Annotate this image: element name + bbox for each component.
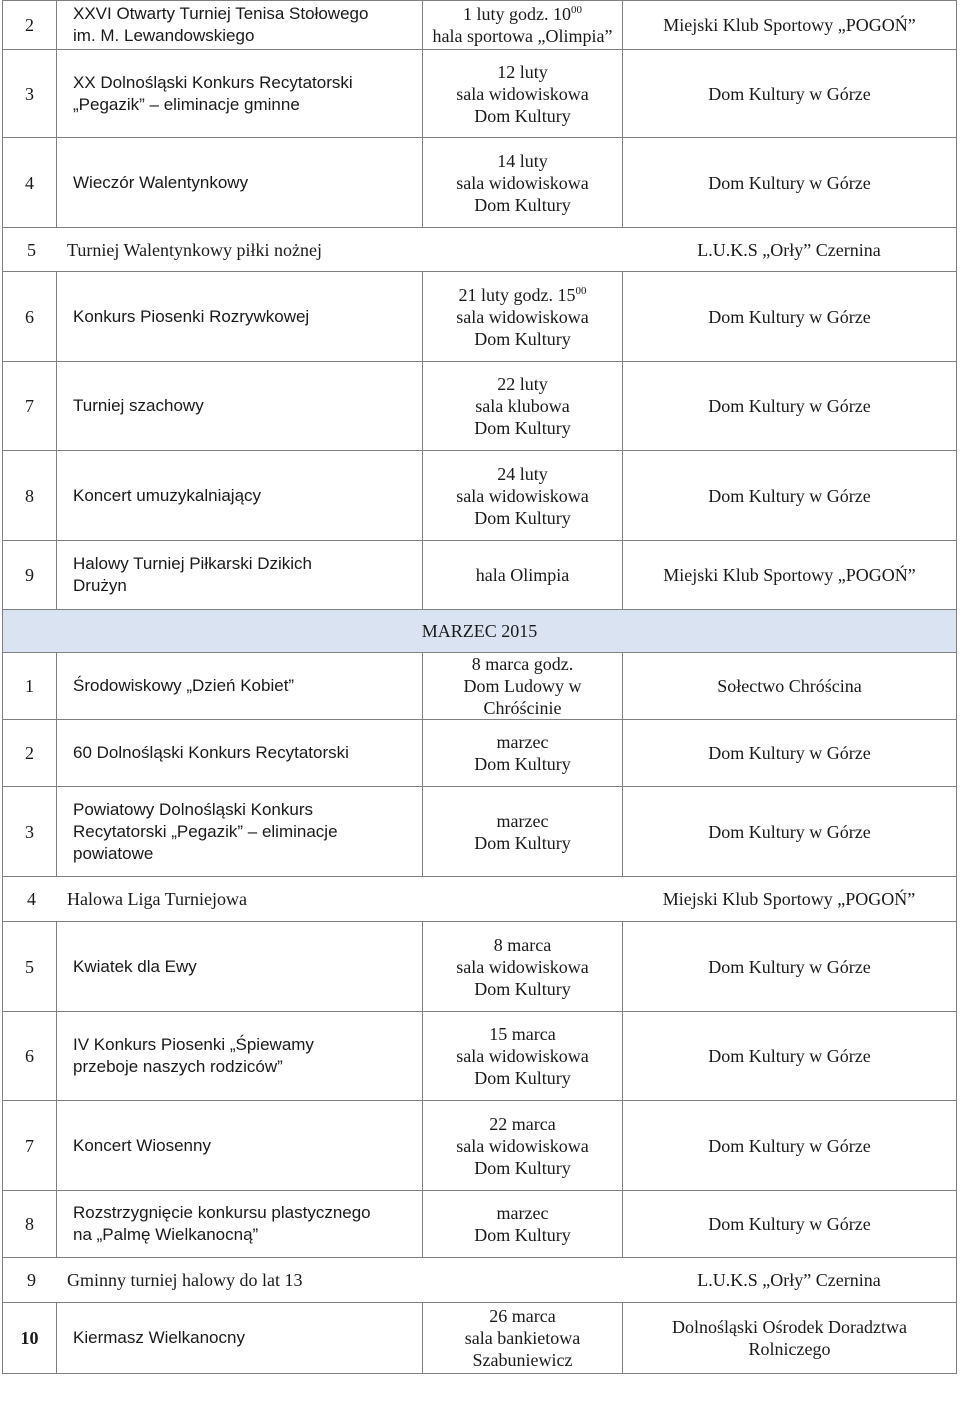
row-number: 6 bbox=[3, 272, 57, 362]
table-row bbox=[3, 787, 957, 877]
row-number: 5 bbox=[3, 922, 57, 1012]
event-organizer: Dom Kultury w Górze bbox=[623, 1101, 957, 1191]
event-date: 12 luty bbox=[497, 61, 548, 82]
table-row bbox=[3, 138, 957, 228]
event-date-place bbox=[423, 1191, 623, 1258]
event-date: 8 marca bbox=[493, 934, 552, 955]
table-row bbox=[3, 228, 957, 272]
time-minutes: 00 bbox=[571, 4, 582, 16]
table-row bbox=[3, 653, 957, 720]
event-name-line: powiatowe bbox=[73, 843, 154, 863]
event-name bbox=[57, 451, 423, 541]
event-place: sala klubowa bbox=[475, 396, 570, 416]
event-name-line: na „Palmę Wielkanocną” bbox=[73, 1225, 259, 1244]
event-name: Halowa Liga Turniejowa bbox=[67, 889, 247, 909]
table-row bbox=[3, 922, 957, 1012]
table-row bbox=[3, 720, 957, 787]
event-organizer: Dom Kultury w Górze bbox=[623, 362, 957, 451]
event-date: 22 luty bbox=[497, 374, 548, 394]
event-date: 1 luty godz. 10 bbox=[463, 4, 571, 24]
event-name: Turniej Walentynkowy piłki nożnej bbox=[67, 239, 323, 260]
merged-row-cell bbox=[3, 228, 957, 272]
event-organizer bbox=[623, 1303, 957, 1374]
event-date-place bbox=[423, 720, 623, 787]
event-organizer: L.U.K.S „Orły” Czernina bbox=[697, 239, 881, 260]
event-date-place bbox=[423, 1101, 623, 1191]
event-place: sala widowiskowa bbox=[456, 172, 589, 193]
event-place: sala bankietowa bbox=[464, 1328, 581, 1348]
event-organizer: Dom Kultury w Górze bbox=[623, 138, 957, 228]
event-name-line: przeboje naszych rodziców” bbox=[73, 1057, 283, 1076]
event-date: marzec bbox=[496, 1203, 549, 1223]
event-name-line: Powiatowy Dolnośląski Konkurs bbox=[73, 799, 313, 819]
event-name-line: Koncert Wiosenny bbox=[73, 1135, 211, 1155]
event-organizer: Dom Kultury w Górze bbox=[623, 922, 957, 1012]
event-venue: Dom Kultury bbox=[474, 978, 571, 999]
event-organizer: L.U.K.S „Orły” Czernina bbox=[697, 1270, 881, 1290]
table-row bbox=[3, 1191, 957, 1258]
row-number: 2 bbox=[3, 1, 57, 50]
event-name-line: Wieczór Walentynkowy bbox=[73, 172, 249, 192]
event-date: 26 marca bbox=[489, 1306, 556, 1326]
event-date: 8 marca godz. bbox=[471, 654, 574, 674]
event-organizer: Sołectwo Chróścina bbox=[623, 653, 957, 720]
table-row bbox=[3, 1303, 957, 1374]
row-number: 7 bbox=[3, 362, 57, 451]
event-name: Gminny turniej halowy do lat 13 bbox=[67, 1270, 303, 1290]
event-name-line: Turniej szachowy bbox=[73, 396, 204, 415]
event-date: marzec bbox=[496, 732, 549, 752]
event-name-line: Konkurs Piosenki Rozrywkowej bbox=[73, 306, 310, 326]
table-row bbox=[3, 50, 957, 138]
time-minutes: 00 bbox=[575, 284, 587, 297]
event-name bbox=[57, 1191, 423, 1258]
event-date-place bbox=[423, 50, 623, 138]
table-row bbox=[3, 362, 957, 451]
row-number: 4 bbox=[27, 889, 36, 909]
row-number: 4 bbox=[3, 138, 57, 228]
event-organizer: Miejski Klub Sportowy „POGOŃ” bbox=[623, 541, 957, 610]
event-date: 21 luty godz. 15 bbox=[458, 284, 576, 305]
table-row bbox=[3, 541, 957, 610]
event-name-line: Środowiskowy „Dzień Kobiet” bbox=[73, 676, 295, 695]
row-number: 2 bbox=[3, 720, 57, 787]
event-name bbox=[57, 1101, 423, 1191]
event-name-line: Kiermasz Wielkanocny bbox=[73, 1328, 245, 1347]
table-row bbox=[3, 1101, 957, 1191]
table-row bbox=[3, 1012, 957, 1101]
event-place: hala Olimpia bbox=[423, 541, 623, 610]
row-number: 7 bbox=[3, 1101, 57, 1191]
event-date-place bbox=[423, 138, 623, 228]
event-place: sala widowiskowa bbox=[456, 306, 589, 327]
event-organizer: Miejski Klub Sportowy „POGOŃ” bbox=[662, 889, 916, 909]
event-name bbox=[57, 1303, 423, 1374]
event-venue: Dom Kultury bbox=[474, 194, 571, 215]
event-name-line: im. M. Lewandowskiego bbox=[73, 26, 255, 45]
table-row bbox=[3, 1, 957, 50]
event-date: marzec bbox=[496, 810, 549, 831]
row-number: 9 bbox=[3, 541, 57, 610]
event-name bbox=[57, 50, 423, 138]
event-organizer: Dom Kultury w Górze bbox=[623, 720, 957, 787]
event-place: Dom Ludowy w Chróścinie bbox=[463, 676, 582, 718]
merged-row-cell bbox=[3, 1258, 957, 1303]
event-date-place bbox=[423, 787, 623, 877]
table-row bbox=[3, 451, 957, 541]
month-header: MARZEC 2015 bbox=[3, 610, 957, 653]
event-date: 14 luty bbox=[497, 150, 548, 171]
event-venue: Szabuniewicz bbox=[472, 1350, 573, 1370]
event-date-place bbox=[423, 272, 623, 362]
event-date: 22 marca bbox=[489, 1113, 556, 1134]
event-name-line: XXVI Otwarty Turniej Tenisa Stołowego bbox=[73, 4, 369, 23]
event-venue: Dom Kultury bbox=[474, 418, 571, 438]
event-venue: Dom Kultury bbox=[474, 507, 571, 528]
event-name bbox=[57, 720, 423, 787]
event-name-line: „Pegazik” – eliminacje gminne bbox=[73, 94, 300, 114]
event-name bbox=[57, 541, 423, 610]
event-name bbox=[57, 1012, 423, 1101]
event-date: 15 marca bbox=[489, 1024, 556, 1044]
event-organizer-line: Dolnośląski Ośrodek Doradztwa bbox=[672, 1317, 907, 1337]
event-name-line: XX Dolnośląski Konkurs Recytatorski bbox=[73, 72, 353, 92]
event-organizer: Dom Kultury w Górze bbox=[623, 787, 957, 877]
event-place: sala widowiskowa bbox=[456, 1046, 589, 1066]
event-date: 24 luty bbox=[497, 463, 548, 484]
event-organizer: Dom Kultury w Górze bbox=[623, 451, 957, 541]
event-venue: Dom Kultury bbox=[474, 328, 571, 349]
event-place: Dom Kultury bbox=[474, 832, 571, 853]
event-venue: Dom Kultury bbox=[474, 105, 571, 126]
event-place: hala sportowa „Olimpia” bbox=[432, 26, 613, 46]
row-number: 3 bbox=[3, 50, 57, 138]
event-name-line: Kwiatek dla Ewy bbox=[73, 956, 197, 976]
event-place: sala widowiskowa bbox=[456, 956, 589, 977]
event-name bbox=[57, 362, 423, 451]
event-date-place bbox=[423, 1, 623, 50]
event-organizer: Dom Kultury w Górze bbox=[623, 1012, 957, 1101]
event-name bbox=[57, 138, 423, 228]
event-date-place bbox=[423, 653, 623, 720]
table-row bbox=[3, 272, 957, 362]
event-organizer: Miejski Klub Sportowy „POGOŃ” bbox=[623, 1, 957, 50]
event-place: sala widowiskowa bbox=[456, 485, 589, 506]
row-number: 8 bbox=[3, 1191, 57, 1258]
event-organizer: Dom Kultury w Górze bbox=[623, 272, 957, 362]
event-date-place bbox=[423, 362, 623, 451]
row-number: 8 bbox=[3, 451, 57, 541]
event-place: sala widowiskowa bbox=[456, 1135, 589, 1156]
event-venue: Dom Kultury bbox=[474, 1068, 571, 1088]
row-number: 1 bbox=[3, 653, 57, 720]
event-name-line: Recytatorski „Pegazik” – eliminacje bbox=[73, 821, 338, 841]
event-name-line: Rozstrzygnięcie konkursu plastycznego bbox=[73, 1203, 371, 1222]
event-date-place bbox=[423, 922, 623, 1012]
event-name-line: 60 Dolnośląski Konkurs Recytatorski bbox=[73, 743, 349, 762]
row-number: 6 bbox=[3, 1012, 57, 1101]
table-row bbox=[3, 1258, 957, 1303]
row-number: 10 bbox=[3, 1303, 57, 1374]
event-place: Dom Kultury bbox=[474, 1225, 571, 1245]
merged-row-cell bbox=[3, 877, 957, 922]
event-place: Dom Kultury bbox=[474, 754, 571, 774]
event-name bbox=[57, 922, 423, 1012]
event-date-place bbox=[423, 451, 623, 541]
event-name bbox=[57, 653, 423, 720]
events-schedule-table bbox=[2, 0, 957, 1374]
event-organizer-line: Rolniczego bbox=[748, 1339, 831, 1359]
event-name bbox=[57, 787, 423, 877]
event-name bbox=[57, 272, 423, 362]
event-date-place bbox=[423, 1012, 623, 1101]
event-name-line: Koncert umuzykalniający bbox=[73, 485, 262, 505]
event-organizer: Dom Kultury w Górze bbox=[623, 50, 957, 138]
row-number: 3 bbox=[3, 787, 57, 877]
event-name-line: IV Konkurs Piosenki „Śpiewamy bbox=[73, 1035, 314, 1054]
event-name bbox=[57, 1, 423, 50]
event-venue: Dom Kultury bbox=[474, 1157, 571, 1178]
event-name-line: Drużyn bbox=[73, 576, 127, 595]
row-number: 9 bbox=[27, 1270, 36, 1290]
event-name-line: Halowy Turniej Piłkarski Dzikich bbox=[73, 554, 313, 573]
table-row bbox=[3, 610, 957, 653]
event-organizer: Dom Kultury w Górze bbox=[623, 1191, 957, 1258]
row-number: 5 bbox=[27, 239, 36, 260]
event-place: sala widowiskowa bbox=[456, 83, 589, 104]
table-row bbox=[3, 877, 957, 922]
event-date-place bbox=[423, 1303, 623, 1374]
